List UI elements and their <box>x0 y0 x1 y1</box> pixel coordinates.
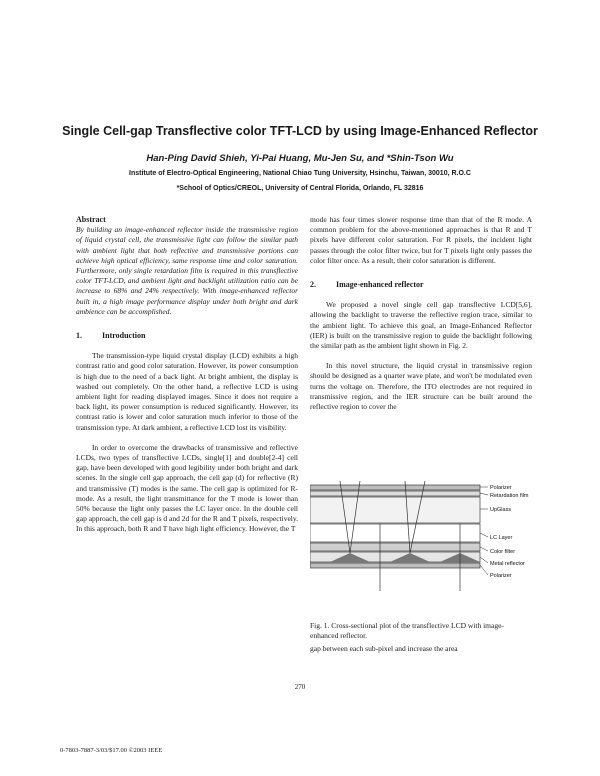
paper-title: Single Cell-gap Transflective color TFT-LCD by using Image-Enhanced Reflector <box>62 124 538 138</box>
retardation-film-layer <box>310 491 480 496</box>
affiliation-1: Institute of Electro-Optical Engineering, National Chiao Tung University, Hsinchu, Taiwan, 30010, R.O.C <box>129 170 471 177</box>
intro-paragraph-2: In order to overcome the drawbacks of transmissive and reflective LCDs, two types of transflective LCDs, single[1] and double[2-4] cell gap, have been developed with good legibility under both bright and dark scenes. In the single cell gap approach, the cell gap (d) for reflective (R) and transmissive (T) modes is the same. The cell gap is optimized for R-mode. As a result, the light transmittance for the T mode is lower than 50% because the light only passes the LC layer once. In the double cell gap approach, the cell gap is d and 2d for the R and T pixels, respectively. In this approach, both R and T have high light efficiency. However, the T <box>76 442 298 534</box>
right-column <box>310 215 532 412</box>
color-filter-layer <box>310 543 480 551</box>
polarizer-bottom-layer <box>310 563 480 568</box>
left-column <box>76 215 298 535</box>
upglass-layer <box>310 497 480 523</box>
figure-label: LC Layer <box>490 535 513 541</box>
figure-label: UpGlass <box>490 507 512 513</box>
polarizer-top-layer <box>310 485 480 490</box>
section-2-paragraph-2: In this novel structure, the liquid crystal in transmissive region should be designed as a quarter wave plate, and won't be modulated even turns the voltage on. Therefore, the ITO electrodes are not required in transmissive region, and the IER structure can be built around the reflective region to cover the <box>310 361 532 412</box>
right-paragraph-3: gap between each sub-pixel and increase the area <box>310 644 458 653</box>
affiliation-2: *School of Optics/CREOL, University of Central Florida, Orlando, FL 32816 <box>176 185 424 192</box>
figure-label: Polarizer <box>490 485 512 491</box>
section-2-number: 2. <box>310 280 316 290</box>
figure-1-cross-section <box>310 481 580 597</box>
section-1-title: Introduction <box>102 331 146 341</box>
figure-label: Color filter <box>490 549 516 555</box>
abstract-heading: Abstract <box>76 215 106 224</box>
figure-label: Metal reflector <box>490 561 525 567</box>
author-list: Han-Ping David Shieh, Yi-Pai Huang, Mu-Jen Su, and *Shin-Tson Wu <box>146 153 454 164</box>
section-2-title: Image-enhanced reflector <box>336 280 424 290</box>
lc-layer <box>310 524 480 542</box>
abstract-text: By building an image-enhanced reflector inside the transmissive region of liquid crystal cell, the transmissive light can follow the similar path with ambient light that both reflective and transmissive portions can achieve high optical efficiency, same response time and color saturation. Furthermore, only single retardation film is required in this transflective color TFT-LCD, and ambient light and backlight utilization ratio can be increase to 68% and 24% respectively. With image-enhanced reflector built in, a high image performance display under both bright and dark ambience can be accomplished. <box>76 225 298 316</box>
figure-label: Retardation film <box>490 493 529 499</box>
figure-label: Polarizer <box>490 573 512 579</box>
intro-paragraph-1: The transmission-type liquid crystal display (LCD) exhibits a high contrast ratio and good color saturation. However, its power consumption is high due to the need of a back light. At bright ambient, the display is washed out completely. On the other hand, a reflective LCD is using ambient light for reading displayed images. Since it does not require a back light, its power consumption is reduced significantly. However, its contrast ratio is lower and color saturation much inferior to those of the transmission type. At dark ambient, a reflective LCD lost its visibility. <box>76 351 298 432</box>
section-1-heading <box>76 331 298 341</box>
copyright-footer: 0-7803-7887-3/03/$17.00 ©2003 IEEE <box>60 747 163 754</box>
figure-1-caption: Fig. 1. Cross-sectional plot of the transflective LCD with image-enhanced reflector. <box>310 621 504 640</box>
right-paragraph-1: mode has four times slower response time than that of the R mode. A common problem for the above-mentioned approaches is that R and T pixels have different color saturation. For R pixels, the incident light passes through the color filter twice, but for T pixels light only passes the color filter once. As a result, their color saturation is different. <box>310 215 532 265</box>
section-1-number: 1. <box>76 331 82 341</box>
page-number: 270 <box>294 683 306 691</box>
section-2-paragraph-1: We proposed a novel single cell gap transflective LCD[5,6], allowing the backlight to traverse the reflective region trace, similar to the ambient light. To achieve this goal, an Image-Enhanced Reflector (IER) is built on the transmissive region to guide the backlight following the similar path as the ambient light shown in Fig. 2. <box>310 300 532 351</box>
section-2-heading <box>310 280 532 290</box>
